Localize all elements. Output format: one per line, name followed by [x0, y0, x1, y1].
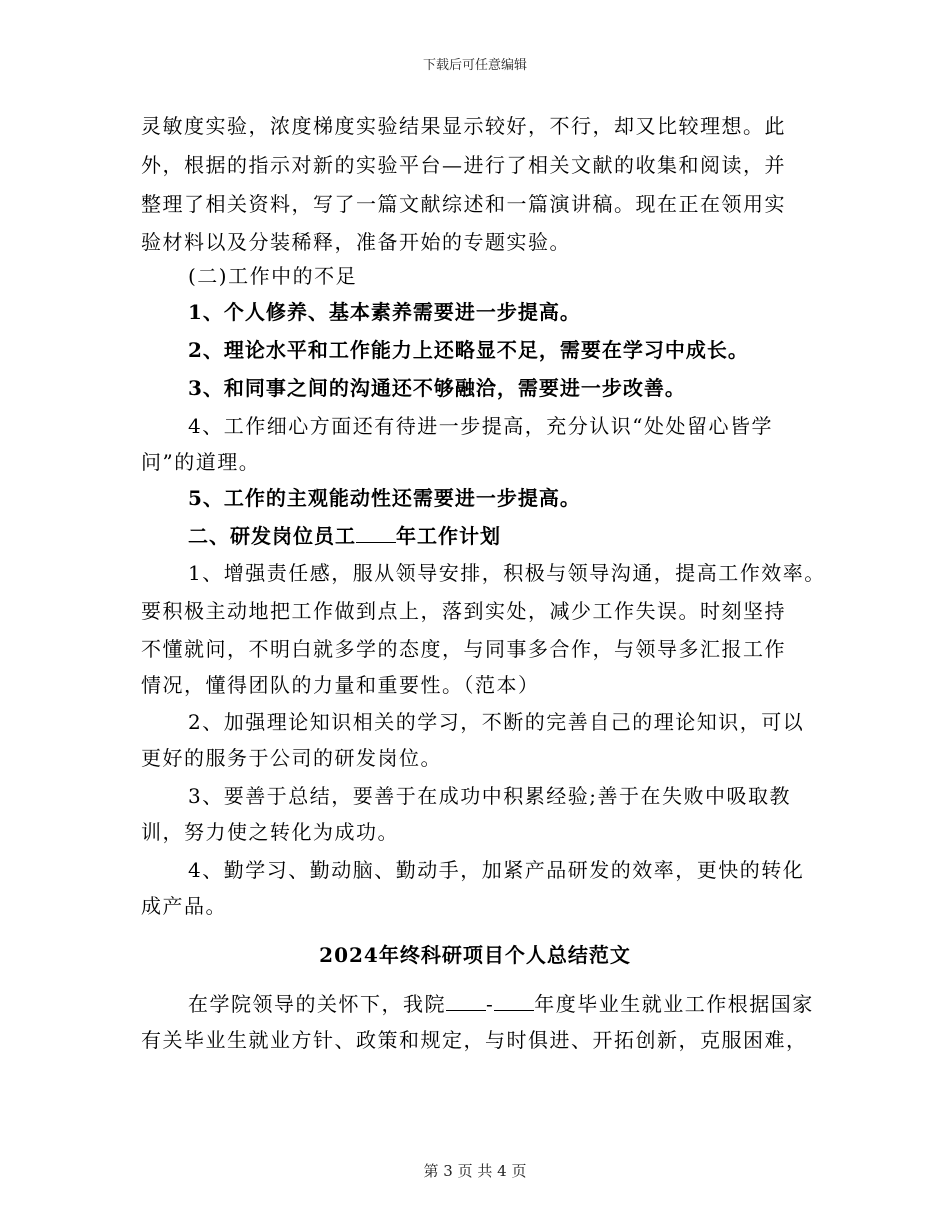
text-line: 要积极主动地把工作做到点上，落到实处，减少工作失误。时刻坚持 [141, 599, 786, 623]
bold-item: 1、个人修养、基本素养需要进一步提高。 [188, 300, 581, 324]
text-line: 情况，懂得团队的力量和重要性。（范本） [141, 673, 540, 697]
text-line: 3、要善于总结，要善于在成功中积累经验;善于在失败中吸取教 [188, 784, 791, 808]
text-line: 4、勤学习、勤动脑、勤动手，加紧产品研发的效率，更快的转化 [188, 858, 805, 882]
section-heading-part2: 年工作计划 [396, 524, 501, 548]
bold-item: 5、工作的主观能动性还需要进一步提高。 [188, 486, 581, 510]
text-line: 不懂就问，不明白就多学的态度，与同事多合作，与领导多汇报工作 [141, 637, 786, 661]
blank-underline [356, 522, 396, 543]
para-start: 在学院领导的关怀下，我院 [188, 992, 446, 1016]
text-line: 成产品。 [141, 894, 227, 918]
text-line: 灵敏度实验，浓度梯度实验结果显示较好，不行，却又比较理想。此 [141, 114, 786, 138]
text-line: 4、工作细心方面还有待进一步提高，充分认识“处处留心皆学 [188, 414, 773, 438]
section-heading [188, 522, 501, 550]
section-heading-part1: 二、研发岗位员工 [188, 524, 356, 548]
text-line: 整理了相关资料，写了一篇文献综述和一篇演讲稿。现在正在领用实 [141, 192, 786, 216]
text-line: 更好的服务于公司的研发岗位。 [141, 746, 442, 770]
page-header: 下载后可任意编辑 [422, 58, 527, 73]
text-line: 1、增强责任感，服从领导安排，积极与领导沟通，提高工作效率。 [188, 561, 826, 585]
para-dash: - [486, 992, 495, 1016]
text-line [188, 990, 814, 1018]
blank-underline [446, 990, 486, 1011]
text-line: 问”的道理。 [141, 450, 261, 474]
text-line: 验材料以及分装稀释，准备开始的专题实验。 [141, 230, 571, 254]
text-line: 训，努力使之转化为成功。 [141, 820, 399, 844]
bold-item: 3、和同事之间的沟通还不够融洽，需要进一步改善。 [188, 376, 686, 400]
text-line: 外，根据的指示对新的实验平台—进行了相关文献的收集和阅读，并 [141, 153, 786, 177]
page-footer: 第 3 页 共 4 页 [423, 1162, 527, 1180]
text-line: 有关毕业生就业方针、政策和规定，与时俱进、开拓创新，克服困难， [141, 1028, 808, 1052]
text-line: 2、加强理论知识相关的学习，不断的完善自己的理论知识，可以 [188, 710, 805, 734]
subheading: (二)工作中的不足 [188, 264, 358, 288]
para-rest: 年度毕业生就业工作根据国家 [534, 992, 814, 1016]
bold-item: 2、理论水平和工作能力上还略显不足，需要在学习中成长。 [188, 338, 749, 362]
section-title: 2024年终科研项目个人总结范文 [319, 943, 631, 967]
blank-underline [494, 990, 534, 1011]
